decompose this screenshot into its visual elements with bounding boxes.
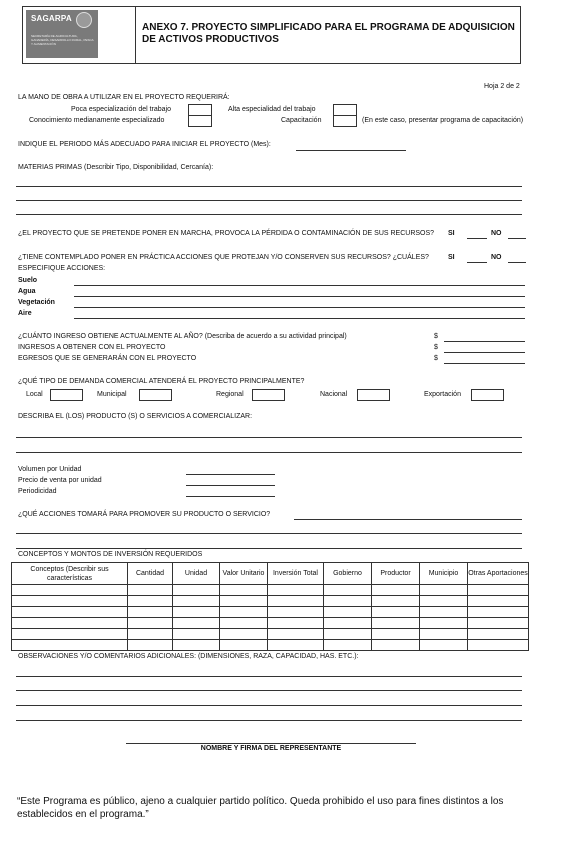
labor-capacitacion-checkbox[interactable] [333, 115, 357, 127]
volumen-label: Volumen por Unidad [18, 466, 82, 473]
producto-question: DESCRIBA EL (LOS) PRODUCTO (S) O SERVICIOS A COMERCIALIZAR: [18, 413, 253, 420]
header-productor: Productor [372, 563, 420, 585]
table-cell[interactable] [128, 640, 173, 651]
investment-table-body [12, 585, 529, 651]
table-cell[interactable] [324, 607, 372, 618]
period-field[interactable] [296, 150, 406, 151]
table-row [12, 629, 529, 640]
table-cell[interactable] [324, 585, 372, 596]
table-cell[interactable] [173, 596, 220, 607]
document-title: ANEXO 7. PROYECTO SIMPLIFICADO PARA EL PROGRAMA DE ADQUISICION DE ACTIVOS PRODUCTIVOS [142, 22, 515, 45]
table-cell[interactable] [128, 607, 173, 618]
materias-question: MATERIAS PRIMAS (Describir Tipo, Disponibilidad, Cercanía): [18, 164, 214, 171]
table-cell[interactable] [173, 607, 220, 618]
signature-label: NOMBRE Y FIRMA DEL REPRESENTANTE [200, 745, 342, 752]
labor-conocimiento-label: Conocimiento medianamente especializado [29, 117, 165, 124]
table-cell[interactable] [324, 629, 372, 640]
document-header [22, 6, 521, 64]
table-cell[interactable] [468, 640, 529, 651]
demanda-regional-checkbox[interactable] [252, 389, 285, 401]
table-cell[interactable] [268, 640, 324, 651]
demanda-regional-label: Regional [216, 391, 244, 398]
table-cell[interactable] [220, 618, 268, 629]
table-cell[interactable] [12, 596, 128, 607]
table-cell[interactable] [468, 629, 529, 640]
demanda-municipal-checkbox[interactable] [139, 389, 172, 401]
especifique-label: ESPECIFIQUE ACCIONES: [18, 265, 106, 272]
table-cell[interactable] [220, 596, 268, 607]
header-gobierno: Gobierno [324, 563, 372, 585]
demanda-local-label: Local [26, 391, 43, 398]
ingreso-actual-field[interactable] [444, 341, 525, 342]
footer-disclaimer: “Este Programa es público, ajeno a cualquier partido político. Queda prohibido el uso para fines distintos a los establecidos en el programa.” [17, 796, 504, 820]
table-cell[interactable] [372, 607, 420, 618]
page-number: Hoja 2 de 2 [484, 83, 520, 90]
demanda-exportacion-label: Exportación [424, 391, 461, 398]
header-cantidad: Cantidad [128, 563, 173, 585]
sagarpa-logo [26, 10, 98, 58]
labor-capacitacion-label: Capacitación [281, 117, 322, 124]
ingreso-obtener-currency: $ [434, 344, 438, 351]
producto-line-2[interactable] [16, 452, 522, 453]
precio-label: Precio de venta por unidad [18, 477, 102, 484]
signature-line[interactable] [126, 743, 416, 744]
table-cell[interactable] [324, 596, 372, 607]
labor-conocimiento-checkbox[interactable] [188, 115, 212, 127]
table-cell[interactable] [128, 629, 173, 640]
demanda-local-checkbox[interactable] [50, 389, 83, 401]
egresos-field[interactable] [444, 363, 525, 364]
recurso-agua-field[interactable] [74, 296, 525, 297]
observaciones-line-3[interactable] [16, 705, 522, 706]
header-otras-aportaciones: Otras Aportaciones [468, 563, 529, 585]
table-cell[interactable] [12, 629, 128, 640]
demanda-exportacion-checkbox[interactable] [471, 389, 504, 401]
header-conceptos: Conceptos (Describir sus características [12, 563, 128, 585]
recurso-vegetacion-field[interactable] [74, 307, 525, 308]
logo-brand: SAGARPA [31, 14, 72, 23]
header-divider [135, 7, 136, 63]
table-row [12, 585, 529, 596]
table-row [12, 607, 529, 618]
table-cell[interactable] [468, 618, 529, 629]
contaminacion-no-field[interactable] [508, 238, 526, 239]
acciones-si-field[interactable] [467, 262, 487, 263]
table-cell[interactable] [268, 607, 324, 618]
table-cell[interactable] [372, 618, 420, 629]
table-cell[interactable] [468, 585, 529, 596]
recurso-aire-field[interactable] [74, 318, 525, 319]
promover-line-3[interactable] [16, 548, 522, 549]
table-cell[interactable] [173, 585, 220, 596]
materias-line-3[interactable] [16, 214, 522, 215]
table-cell[interactable] [220, 585, 268, 596]
acciones-no-label: NO [491, 254, 502, 261]
observaciones-question: OBSERVACIONES Y/O COMENTARIOS ADICIONALES: (DIMENSIONES, RAZA, CAPACIDAD, HAS. ETC.): [18, 653, 359, 660]
contaminacion-si-field[interactable] [467, 238, 487, 239]
table-cell[interactable] [372, 596, 420, 607]
contaminacion-no-label: NO [491, 230, 502, 237]
demanda-question: ¿QUÉ TIPO DE DEMANDA COMERCIAL ATENDERÁ EL PROYECTO PRINCIPALMENTE? [18, 378, 305, 385]
observaciones-line-1[interactable] [16, 676, 522, 677]
table-cell[interactable] [173, 618, 220, 629]
table-cell[interactable] [268, 585, 324, 596]
acciones-si-label: SI [448, 254, 455, 261]
table-row [12, 640, 529, 651]
table-row [12, 596, 529, 607]
promover-field[interactable] [294, 519, 522, 520]
acciones-question: ¿TIENE CONTEMPLADO PONER EN PRÁCTICA ACCIONES QUE PROTEJAN Y/O CONSERVEN SUS RECURSOS? ¿CUÁLES? [18, 254, 429, 261]
table-cell[interactable] [372, 640, 420, 651]
materias-line-1[interactable] [16, 186, 522, 187]
table-header-row [12, 563, 529, 585]
materias-line-2[interactable] [16, 200, 522, 201]
table-cell[interactable] [128, 585, 173, 596]
ingreso-actual-label: ¿CUÁNTO INGRESO OBTIENE ACTUALMENTE AL AÑO? (Describa de acuerdo a su actividad principal) [18, 333, 347, 340]
header-municipio: Municipio [420, 563, 468, 585]
table-cell[interactable] [420, 596, 468, 607]
table-cell[interactable] [220, 640, 268, 651]
volumen-field[interactable] [186, 474, 275, 475]
table-cell[interactable] [372, 585, 420, 596]
observaciones-line-2[interactable] [16, 690, 522, 691]
periodicidad-label: Periodicidad [18, 488, 57, 495]
labor-poca-label: Poca especialización del trabajo [71, 106, 172, 113]
demanda-nacional-label: Nacional [320, 391, 348, 398]
table-cell[interactable] [268, 596, 324, 607]
table-cell[interactable] [372, 629, 420, 640]
labor-capacitacion-note: (En este caso, presentar programa de capacitación) [362, 117, 524, 124]
demanda-nacional-checkbox[interactable] [357, 389, 390, 401]
recurso-vegetacion-label: Vegetación [18, 299, 55, 306]
table-cell[interactable] [468, 607, 529, 618]
table-cell[interactable] [220, 607, 268, 618]
recurso-aire-label: Aire [18, 310, 32, 317]
period-question: INDIQUE EL PERIODO MÁS ADECUADO PARA INICIAR EL PROYECTO (Mes): [18, 141, 271, 148]
table-row [12, 618, 529, 629]
promover-line-2[interactable] [16, 533, 522, 534]
table-cell[interactable] [173, 640, 220, 651]
table-cell[interactable] [128, 618, 173, 629]
table-cell[interactable] [420, 640, 468, 651]
seal-icon [76, 12, 92, 28]
investment-table [11, 562, 529, 651]
acciones-no-field[interactable] [508, 262, 526, 263]
contaminacion-si-label: SI [448, 230, 455, 237]
table-cell[interactable] [220, 629, 268, 640]
table-cell[interactable] [268, 629, 324, 640]
table-cell[interactable] [468, 596, 529, 607]
egresos-label: EGRESOS QUE SE GENERARÁN CON EL PROYECTO [18, 355, 197, 362]
table-cell[interactable] [173, 629, 220, 640]
recurso-suelo-label: Suelo [18, 277, 38, 284]
ingreso-obtener-field[interactable] [444, 352, 525, 353]
table-cell[interactable] [324, 618, 372, 629]
table-cell[interactable] [12, 618, 128, 629]
labor-question: LA MANO DE OBRA A UTILIZAR EN EL PROYECTO REQUERIRÁ: [18, 94, 230, 101]
header-inversion-total: Inversión Total [268, 563, 324, 585]
table-cell[interactable] [420, 585, 468, 596]
promover-question: ¿QUÉ ACCIONES TOMARÁ PARA PROMOVER SU PRODUCTO O SERVICIO? [18, 511, 271, 518]
table-cell[interactable] [420, 629, 468, 640]
header-unidad: Unidad [173, 563, 220, 585]
header-valor-unitario: Valor Unitario [220, 563, 268, 585]
egresos-currency: $ [434, 355, 438, 362]
periodicidad-field[interactable] [186, 496, 275, 497]
conceptos-title: CONCEPTOS Y MONTOS DE INVERSIÓN REQUERIDOS [18, 551, 203, 558]
recurso-suelo-field[interactable] [74, 285, 525, 286]
table-cell[interactable] [268, 618, 324, 629]
table-cell[interactable] [420, 607, 468, 618]
logo-subtitle: SECRETARÍA DE AGRICULTURA, GANADERÍA, DESARROLLO RURAL, PESCA Y ALIMENTACIÓN [31, 34, 94, 46]
table-cell[interactable] [324, 640, 372, 651]
table-cell[interactable] [12, 585, 128, 596]
contaminacion-question: ¿EL PROYECTO QUE SE PRETENDE PONER EN MARCHA, PROVOCA LA PÉRDIDA O CONTAMINACIÓN DE SUS RECURSOS? [18, 230, 435, 237]
labor-alta-label: Alta especialidad del trabajo [228, 106, 316, 113]
table-cell[interactable] [128, 596, 173, 607]
observaciones-line-4[interactable] [16, 720, 522, 721]
producto-line-1[interactable] [16, 437, 522, 438]
precio-field[interactable] [186, 485, 275, 486]
ingreso-obtener-label: INGRESOS A OBTENER CON EL PROYECTO [18, 344, 166, 351]
recurso-agua-label: Agua [18, 288, 36, 295]
ingreso-actual-currency: $ [434, 333, 438, 340]
table-cell[interactable] [12, 640, 128, 651]
table-cell[interactable] [12, 607, 128, 618]
demanda-municipal-label: Municipal [97, 391, 127, 398]
table-cell[interactable] [420, 618, 468, 629]
